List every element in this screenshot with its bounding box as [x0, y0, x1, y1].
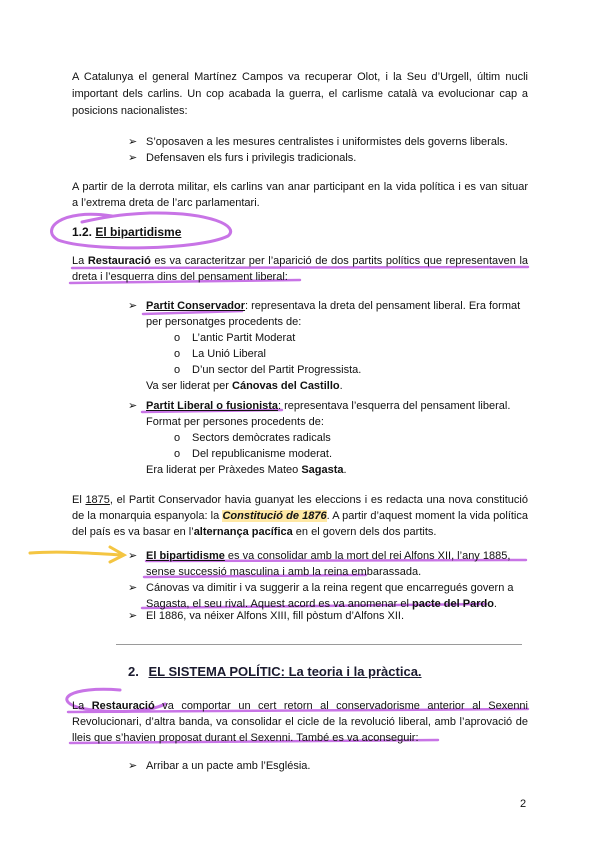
list-item: Sectors demòcrates radicals	[192, 432, 331, 444]
text-run: de la monarquia espanyola: la	[72, 510, 223, 522]
section-divider	[116, 644, 522, 645]
canovas-line-1: Cánovas va dimitir i va suggerir a la reina regent que encarregués govern a	[146, 582, 514, 594]
list-item: Defensaven els furs i privilegis tradicionals.	[146, 152, 357, 164]
circle-bullet-icon: o	[174, 364, 181, 376]
section-title: El bipartidisme	[95, 225, 182, 239]
yellow-arrow-mark	[30, 552, 122, 555]
restauracio-line-2: dreta i l’esquerra dins del pensament liberal:	[72, 271, 288, 283]
liberal-leader	[146, 462, 347, 478]
sistema-line-2: Revolucionari, d’altra banda, va consolidar el cicle de la revolució liberal, amb l’aprovació de	[72, 716, 528, 728]
key-term: pacte del Pardo	[412, 598, 494, 610]
conservador-leader	[146, 378, 343, 394]
year: 1875	[85, 494, 110, 506]
list-item: El 1886, va néixer Alfons XIII, fill pòstum d’Alfons XII.	[146, 610, 405, 622]
conservador-line-1	[146, 298, 528, 314]
liberal-line-1	[146, 398, 528, 414]
text-run: : representava l’esquerra del pensament liberal.	[278, 400, 511, 412]
text-run: . A partir d’aquest moment la vida política	[326, 510, 528, 522]
section-heading-2	[128, 664, 422, 680]
list-item: D’un sector del Partit Progressista.	[192, 364, 362, 376]
text-run: .	[339, 380, 343, 392]
intro-line-3: posicions nacionalistes:	[72, 105, 188, 117]
sistema-line-3: lleis que s’havien proposat durant el Sexenni. També es va aconseguir:	[72, 732, 419, 744]
key-term: Restauració	[87, 255, 151, 267]
conservador-line-2: per personatges procedents de:	[146, 316, 302, 328]
arrow-bullet-icon: ➢	[128, 760, 138, 772]
text-run: : representava la dreta del pensament liberal. Era format	[245, 300, 521, 312]
constitution-name: Constitució de 1876	[222, 510, 327, 522]
bipartidisme-line-1	[146, 548, 528, 564]
text-run: del país es va basar en l’	[72, 526, 194, 538]
text-run: en el govern dels dos partits.	[292, 526, 437, 538]
text-run: Va ser liderat per	[146, 380, 233, 392]
party-name: Partit Conservador	[146, 300, 246, 312]
page-number: 2	[520, 798, 527, 810]
para-1875-line-3	[72, 524, 528, 540]
leader-name: Sagasta	[301, 464, 344, 476]
text-run: Sagasta, el seu rival. Aquest acord es va anomenar el	[146, 598, 412, 610]
list-item: S’oposaven a les mesures centralistes i uniformistes dels governs liberals.	[146, 136, 508, 148]
arrow-bullet-icon: ➢	[128, 152, 138, 164]
list-item: L’antic Partit Moderat	[192, 332, 296, 344]
yellow-arrow-mark	[110, 547, 124, 562]
text-run: es va consolidar amb la mort del rei Alfons XII, l’any 1885,	[224, 550, 511, 562]
section-heading-1-2	[72, 224, 181, 240]
text-run: Era liderat per Pràxedes Mateo	[146, 464, 302, 476]
text-run: La	[72, 700, 92, 712]
text-run: es va caracteritzar per l’aparició de dos partits polítics que representaven la	[150, 255, 529, 267]
circle-bullet-icon: o	[174, 432, 181, 444]
key-term: El bipartidisme	[146, 550, 225, 562]
arrow-bullet-icon: ➢	[128, 400, 138, 412]
key-term: Restauració	[91, 700, 155, 712]
list-item: Arribar a un pacte amb l’Església.	[146, 760, 311, 772]
text-run: La	[72, 255, 88, 267]
arrow-bullet-icon: ➢	[128, 550, 138, 562]
carlins-line-2: a l’extrema dreta de l’arc parlamentari.	[72, 197, 260, 209]
section-number: 2.	[128, 664, 139, 679]
arrow-bullet-icon: ➢	[128, 610, 138, 622]
section-title: EL SISTEMA POLÍTIC: La teoria i la pràctica.	[148, 664, 422, 679]
text-run: va comportar un cert retorn al conservadorisme anterior al Sexenni	[154, 700, 528, 712]
arrow-bullet-icon: ➢	[128, 136, 138, 148]
text-run: .	[343, 464, 347, 476]
text-run: .	[493, 598, 497, 610]
party-name: Partit Liberal o fusionista	[146, 400, 279, 412]
carlins-line-1: A partir de la derrota militar, els carlins van anar participant en la vida política i es van situar	[72, 181, 528, 193]
circle-bullet-icon: o	[174, 348, 181, 360]
intro-line-2: important dels carlins. Un cop acabada la guerra, el carlisme català va evolucionar cap a	[72, 88, 528, 100]
list-item: La Unió Liberal	[192, 348, 266, 360]
circle-bullet-icon: o	[174, 448, 181, 460]
text-run: El	[72, 494, 86, 506]
intro-line-1: A Catalunya el general Martínez Campos va recuperar Olot, i la Seu d’Urgell, últim nucli	[72, 71, 528, 83]
liberal-line-2: Format per persones procedents de:	[146, 416, 324, 428]
circle-bullet-icon: o	[174, 332, 181, 344]
text-run: , el Partit Conservador havia guanyat les eleccions i es redacta una nova constitució	[109, 494, 528, 506]
arrow-bullet-icon: ➢	[128, 582, 138, 594]
section-number: 1.2.	[72, 225, 93, 239]
key-term: alternança pacífica	[193, 526, 293, 538]
list-item: Del republicanisme moderat.	[192, 448, 333, 460]
leader-name: Cánovas del Castillo	[232, 380, 340, 392]
arrow-bullet-icon: ➢	[128, 300, 138, 312]
bipartidisme-line-2: sense successió masculina i amb la reina embarassada.	[146, 566, 422, 578]
